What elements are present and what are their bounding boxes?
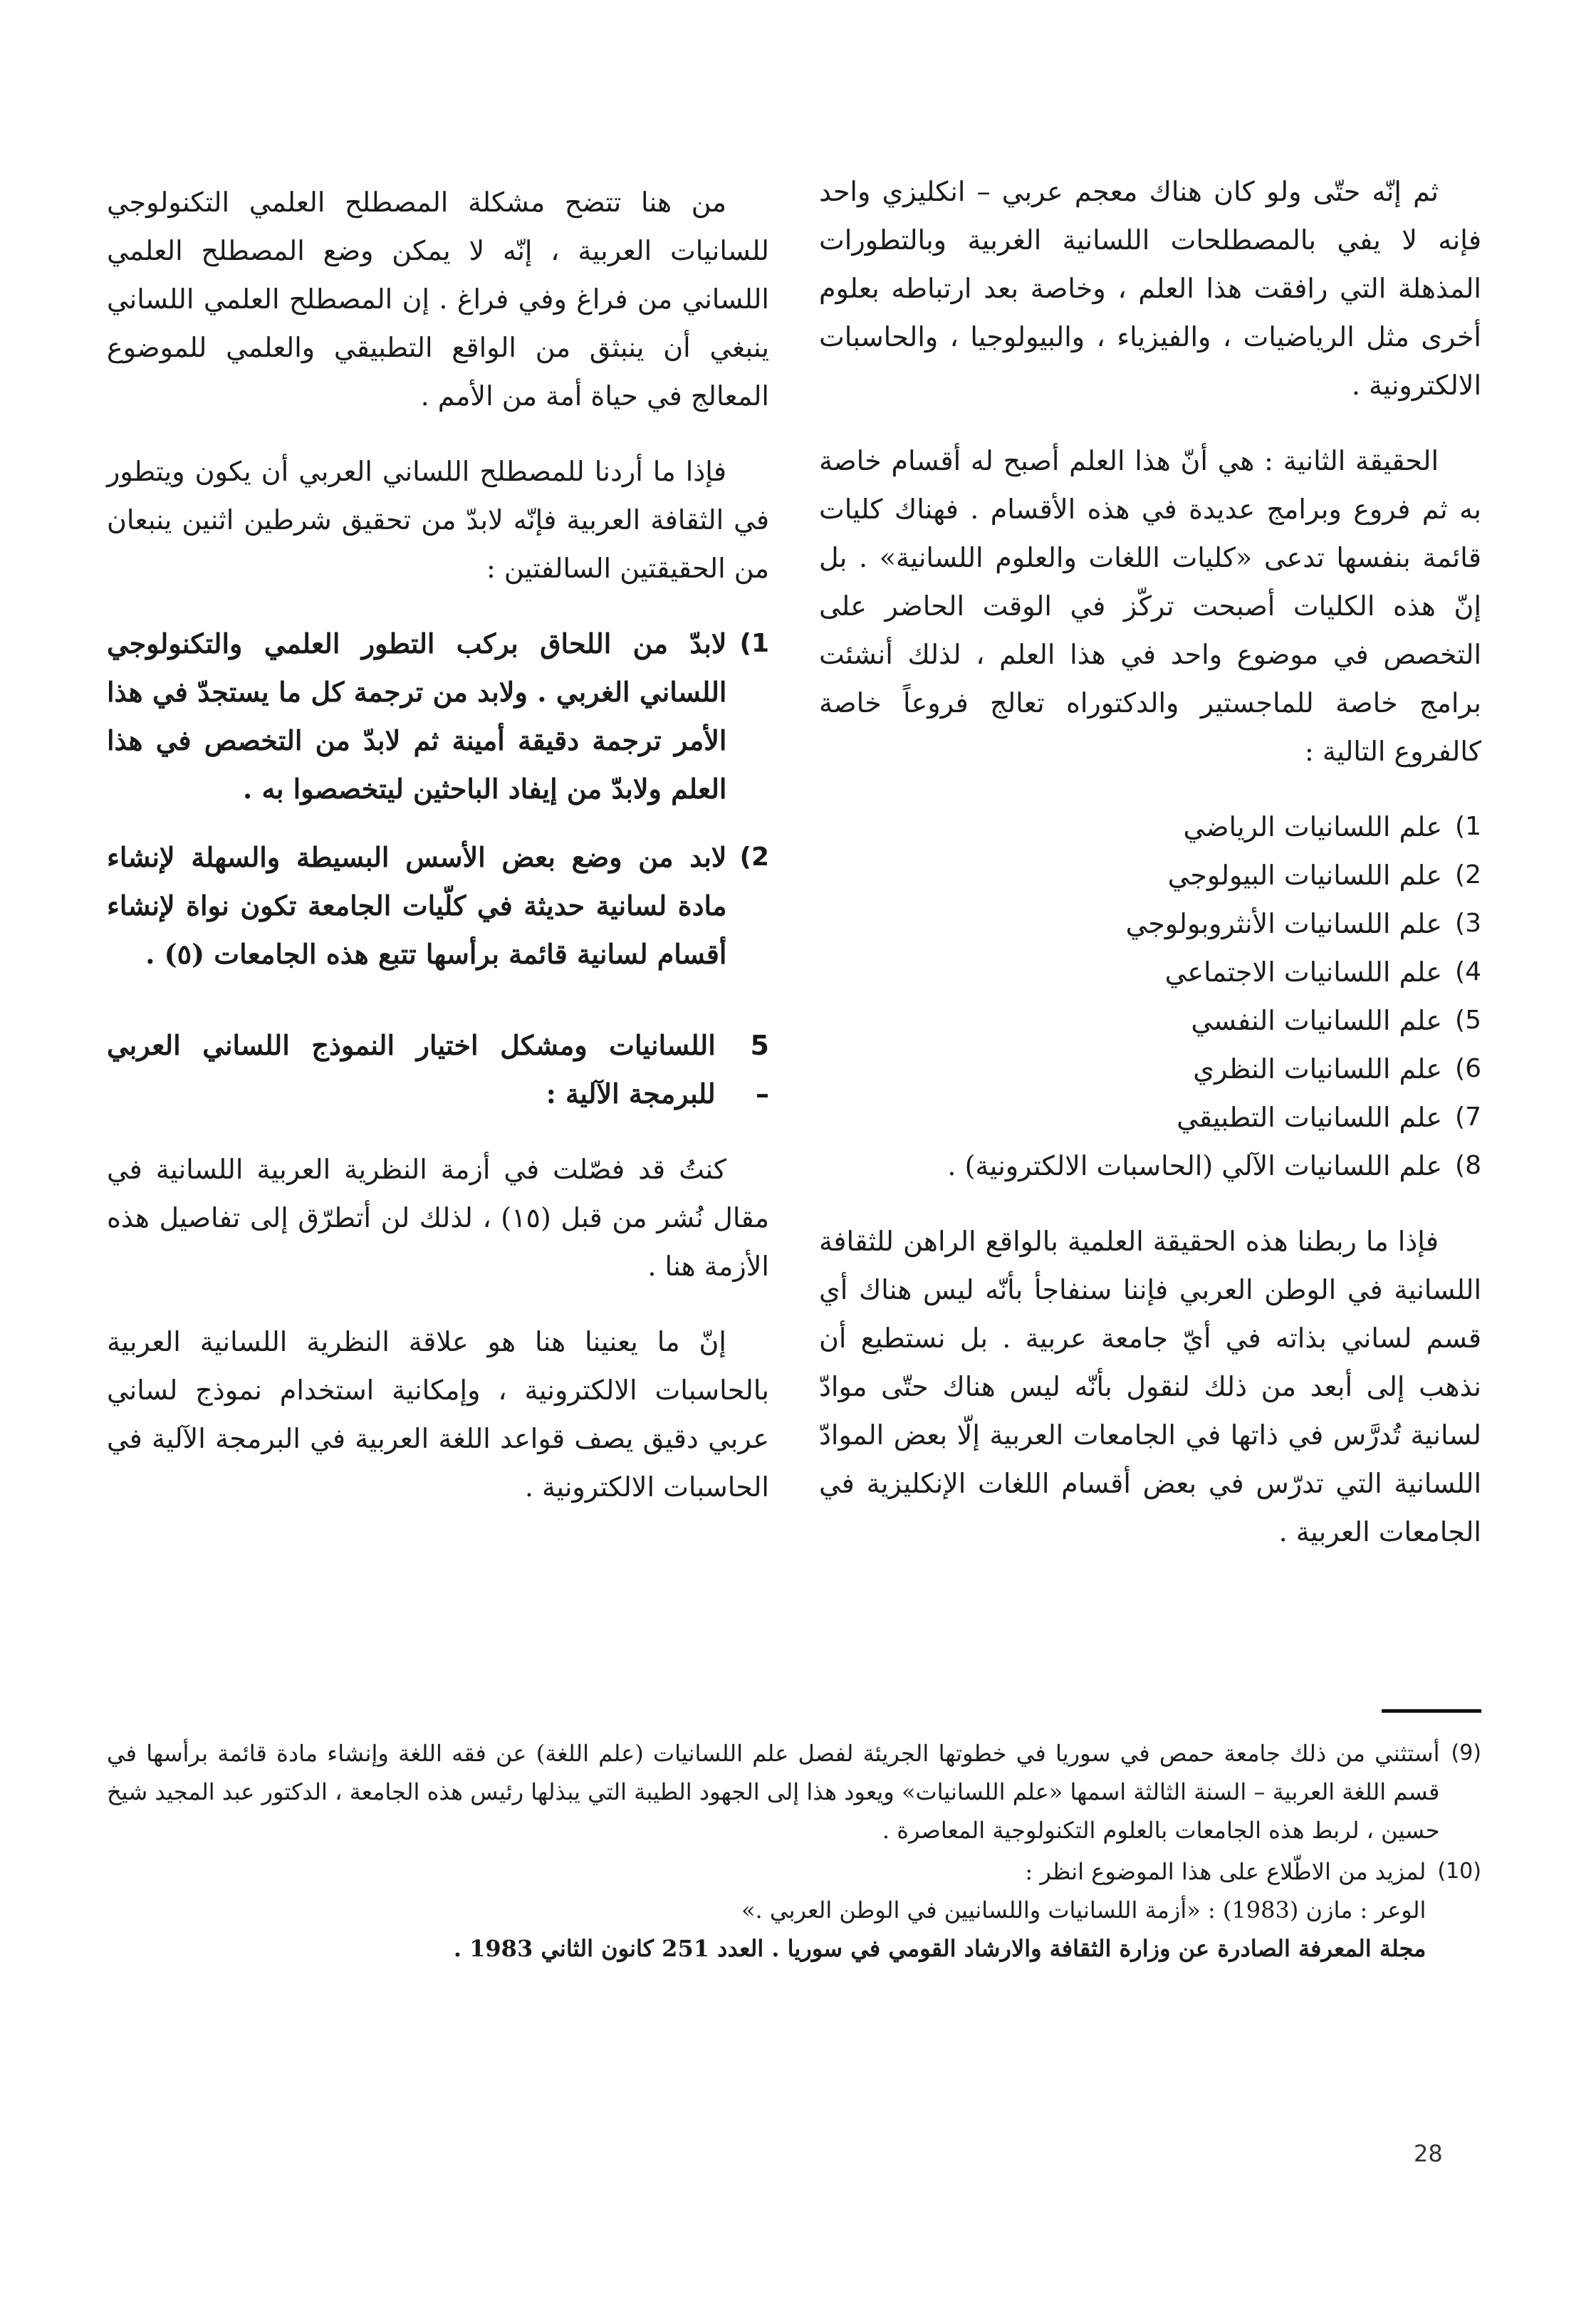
list-item: 4) علم اللسانيات الاجتماعي (1164, 956, 1481, 988)
list-item: 8) علم اللسانيات الآلي (الحاسبات الالكترونية) . (947, 1150, 1481, 1181)
left-column (107, 178, 769, 1538)
footnote-divider (1382, 1709, 1481, 1713)
paragraph: ثم إنّه حتّى ولو كان هناك معجم عربي – انكليزي واحد فإنه لا يفي بالمصطلحات اللسانية الغربية وبالتطورات المذهلة التي رافقت هذا العلم ، وخاصة بعد ارتباطه بعلوم أخرى مثل الرياضيات ، والفيزياء ، والبيولوجيا ، والحاسبات الالكترونية . (819, 176, 1481, 401)
list-item: 2) علم اللسانيات البيولوجي (1167, 860, 1481, 891)
list-item: 5) علم اللسانيات النفسي (1191, 1005, 1481, 1036)
paragraph: كنتُ قد فصّلت في أزمة النظرية العربية اللسانية في مقال نُشر من قبل (١٥) ، لذلك لن أتطرّق إلى تفاصيل هذه الأزمة هنا . (107, 1154, 769, 1282)
list-item: 3) علم اللسانيات الأنثروبولوجي (1125, 908, 1481, 939)
list-item: 7) علم اللسانيات التطبيقي (1177, 1102, 1481, 1133)
section-heading: 5 – اللسانيات ومشكل اختيار النموذج اللساني العربي للبرمجة الآلية : (107, 1029, 769, 1110)
paragraph: الحقيقة الثانية : هي أنّ هذا العلم أصبح له أقسام خاصة به ثم فروع وبرامج عديدة في هذه الأقسام . فهناك كليات قائمة بنفسها تدعى «كليات اللغات والعلوم اللسانية» . بل إنّ هذه الكليات أصبحت تركّز في الوقت الحاضر على التخصص في موضوع واحد في هذا العلم ، لذلك أنشئت برامج خاصة للماجستير والدكتوراه تعالج فروعاً خاصة كالفروع التالية : (819, 445, 1481, 767)
footnote: (9) أستثني من ذلك جامعة حمص في سوريا في خطوتها الجريئة لفصل علم اللسانيات (علم اللغة) عن فقه اللغة وإنشاء مادة قائمة برأسها في قسم اللغة العربية – السنة الثالثة اسمها «علم اللسانيات» ويعود هذا إلى الجهود الطيبة التي يبذلها رئيس هذه الجامعة ، الدكتور عبد المجيد شيخ حسين ، لربط هذه الجامعات بالعلوم التكنولوجية المعاصرة . (107, 1740, 1481, 1844)
paragraph: فإذا ما أردنا للمصطلح اللساني العربي أن يكون ويتطور في الثقافة العربية فإنّه لابدّ من تحقيق شرطين اثنين ينبعان من الحقيقتين السالفتين : (107, 456, 769, 584)
paragraph: فإذا ما ربطنا هذه الحقيقة العلمية بالواقع الراهن للثقافة اللسانية في الوطن العربي فإننا سنفاجأ بأنّه ليس هناك أي قسم لساني بذاته في أيّ جامعة عربية . بل نستطيع أن نذهب إلى أبعد من ذلك لنقول بأنّه ليس هناك حتّى موادّ لسانية تُدرَّس في ذاتها في الجامعات العربية إلّا بعض الموادّ اللسانية التي تدرّس في بعض أقسام اللغات الإنكليزية في الجامعات العربية . (819, 1226, 1481, 1548)
reference-line: الوعر : مازن (1983) : «أزمة اللسانيات واللسانيين في الوطن العربي .» (741, 1897, 1427, 1924)
paragraph: من هنا تتضح مشكلة المصطلح العلمي التكنولوجي للسانيات العربية ، إنّه لا يمكن وضع المصطلح العلمي اللساني من فراغ وفي فراغ . إن المصطلح العلمي اللساني ينبغي أن ينبثق من الواقع التطبيقي والعلمي للموضوع المعالج في حياة أمة من الأمم . (107, 187, 769, 412)
right-column (819, 167, 1481, 1583)
footnotes (107, 1734, 1481, 1971)
conditions-list (107, 620, 769, 979)
paragraph: إنّ ما يعنينا هنا هو علاقة النظرية اللسانية العربية بالحاسبات الالكترونية ، وإمكانية استخدام نموذج لساني عربي دقيق يصف قواعد اللغة العربية في البرمجة الآلية في الحاسبات الالكترونية . (107, 1326, 769, 1503)
list-item: 2) لابد من وضع بعض الأسس البسيطة والسهلة لإنشاء مادة لسانية حديثة في كلّيات الجامعة تكون نواة لإنشاء أقسام لسانية قائمة برأسها تتبع هذه الجامعات (٥) . (107, 841, 769, 970)
branches-list (819, 803, 1481, 1190)
list-item: 6) علم اللسانيات النظري (1193, 1053, 1481, 1085)
list-item: 1) علم اللسانيات الرياضي (1183, 811, 1481, 842)
list-item: 1) لابدّ من اللحاق بركب التطور العلمي والتكنولوجي اللساني الغربي . ولابد من ترجمة كل ما يستجدّ في هذا الأمر ترجمة دقيقة أمينة ثم لابدّ من التخصص في هذا العلم ولابدّ من إيفاد الباحثين ليتخصصوا به . (107, 627, 769, 805)
page-number: 28 (1414, 2140, 1443, 2167)
reference-line: مجلة المعرفة الصادرة عن وزارة الثقافة والارشاد القومي في سوريا . العدد 251 كانون الثاني 1983 . (453, 1935, 1427, 1962)
footnote: (10) لمزيد من الاطّلاع على هذا الموضوع انظر : الوعر : مازن (1983) : «أزمة اللسانيات واللسانيين في الوطن العربي .» مجلة المعرفة الصادرة عن وزارة الثقافة والارشاد القومي في سوريا . العدد 251 كانون الثاني 1983 . (453, 1858, 1481, 1962)
